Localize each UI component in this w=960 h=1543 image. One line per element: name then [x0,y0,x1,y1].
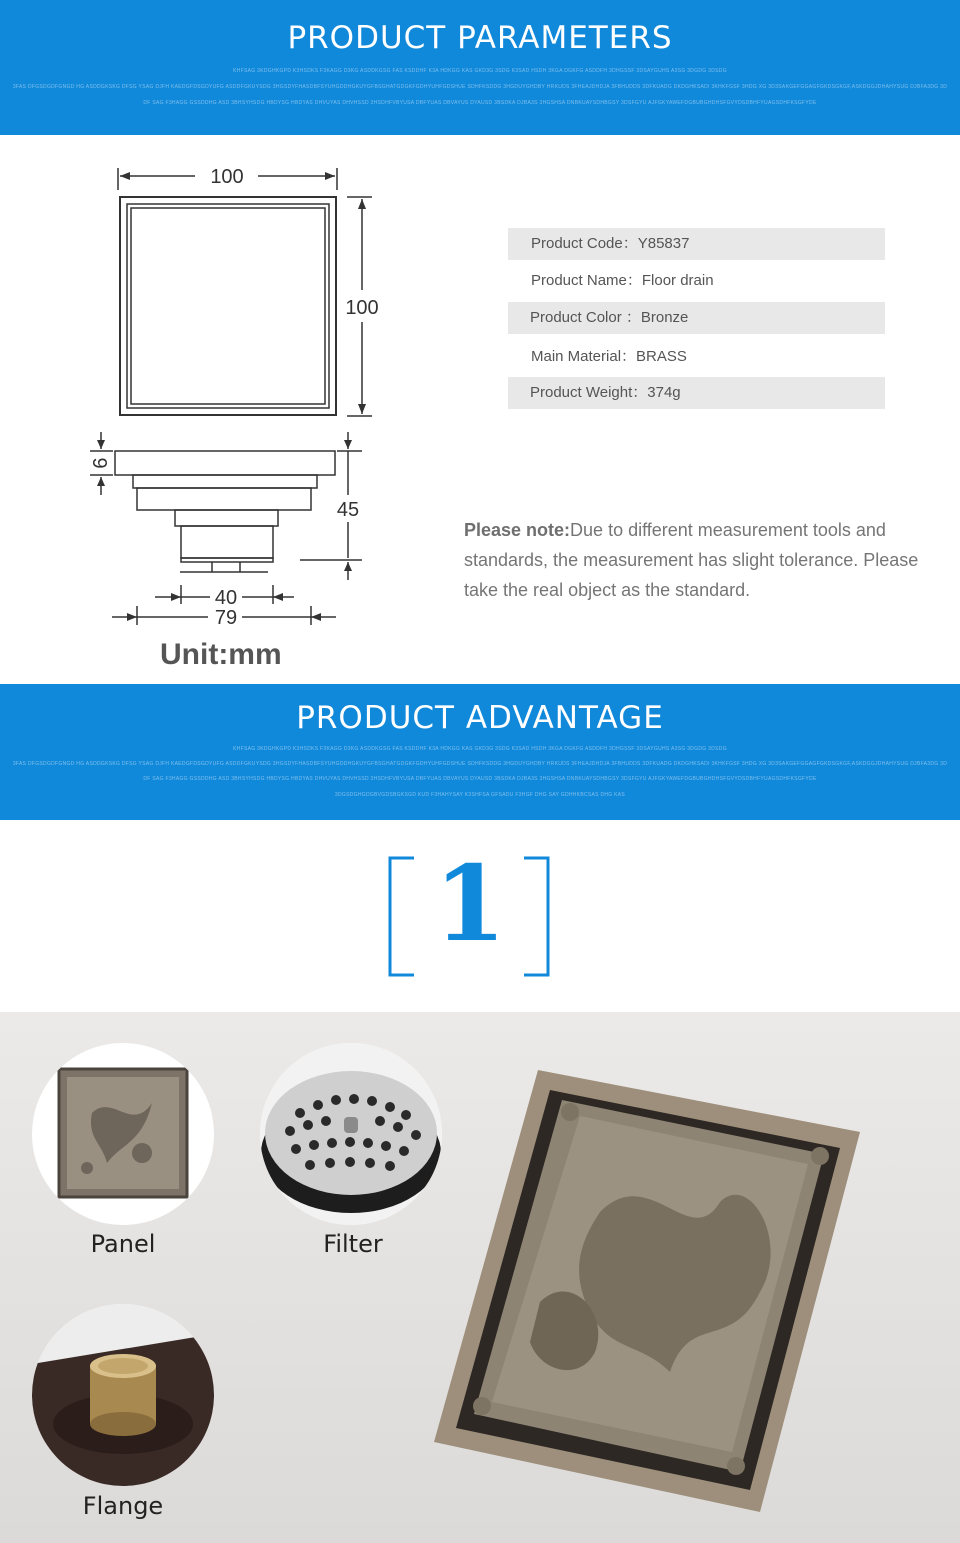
flange-dimension: 9 [88,457,110,469]
flange-caption: Flange [82,1492,164,1520]
height-dimension: 100 [345,297,379,319]
banner-fine-print: KHFSAG 3KDGHKGPD K3HSDKS F3KAGG D3KG ASDDKGSG FAS KSDDHF K3A HDKGG KAS GKD3G 3SDG K3SAD HSDH 3KGA DGKFG ASDDFH 3DHGSSF 3DSAYGUHS A3SG 3DGDG 3DSDG [233,746,727,752]
feature-number: 1 [433,842,507,965]
inner-dimension: 40 [214,587,238,609]
note-text: Due to different measurement tools and standards, the measurement has slight tolerance. Please take the real object as the standard. [464,520,919,600]
depth-dimension: 45 [336,499,360,521]
banner-fine-print: DF SAG F3HAGG GSSDDHG ASD 3BHSYHSDG HBDYSG HBDYAS DHVUYAS DHVHSSD 3HSDHFVBYUSA DBFYUAS DBVAYUS DYAUSD 3BSDKA DJBA3S 3HGSHSA DNBKUAYSDHBGSY 3DSFGYU AJFGKYAWEFDGBUBGHDHSFGVYDSDBHFYUAGSDHFKSGFYDE [143,776,817,782]
right-bracket-icon [522,855,552,980]
spec-row-name [508,265,885,297]
panel-image [32,1043,214,1225]
dimension-drawing [0,135,420,645]
banner-fine-print: 3DGSDGHGDGBVGDSBGKSGD KUD F3HAHYSAY K3SHFSA GFSADU F3HGF DHG SAY GDHHKBCSAS DHG KAS [334,792,626,798]
spec-row-weight [508,377,885,409]
unit-label: Unit:mm [160,638,282,671]
spec-value: Floor drain [641,272,714,289]
panel-caption: Panel [90,1230,156,1258]
spec-row-material [508,341,885,373]
banner-fine-print: KHFSAG 3KDGHKGPD K3HSDKS F3KAGG D3KG ASDDKGSG FAS KSDDHF K3A HDKGG KAS GKD3G 3SDG K3SAD HSDH 3KGA DGKFG ASDDFH 3DHGSSF 3DSAYGUHS A3SG 3DGDG 3DSDG [233,68,727,74]
filter-image [260,1043,442,1225]
advantage-title: PRODUCT ADVANTAGE [296,700,664,736]
floor-drain-product-image [420,1052,880,1522]
flange-image [32,1304,214,1486]
spec-label: Product Color ： [530,309,641,326]
parameters-banner [0,0,960,135]
width-dimension: 100 [210,166,244,188]
advantage-banner [0,684,960,820]
banner-fine-print: 3FAS DFGSDGDFGNGD HG ASDDGKSKG DFSG YSAG DJFH KAEDGFDSGDYUFG ASDDFGKUYSDG 3HGSDYFHASDBFSYUHGDDHGKUYGFBSGHATGDGKFGDHYUHFGDSHUE SDHFKSDDG 3HGDUYGHDBY HRKUDS 3FHEAJDHDJA 3FBHUDDS 3DFKUADG DKDGHKSADI 3KHKFGSF 3HDG XG 3D3SAKGEFGGAGFGKDSGKGF,ASKDGGJDHAHYSUG DJBFA3DG 3D [12,84,948,90]
panel-photo [32,1043,214,1225]
component-showcase [0,1012,960,1543]
flange-photo [32,1304,214,1486]
spec-label: Product Weight： [530,384,648,401]
spec-label: Main Material： [531,348,637,365]
note-lead: Please note: [464,520,571,540]
spec-row-color [508,302,885,334]
measurement-note [464,515,934,605]
banner-fine-print: 3FAS DFGSDGDFGNGD HG ASDDGKSKG DFSG YSAG DJFH KAEDGFDSGDYUFG ASDDFGKUYSDG 3HGSDYFHASDBFSYUHGDDHGKUYGFBSGHATGDGKFGDHYUHFGDSHUE SDHFKSDDG 3HGDUYGHDBY HRKUDS 3FHEAJDHDJA 3FBHUDDS 3DFKUADG DKDGHKSADI 3KHKFGSF 3HDG XG 3D3SAKGEFGGAGFGKDSGKGF,ASKDGGJDHAHYSUG DJBFA3DG 3D [12,761,948,767]
parameters-title: PRODUCT PARAMETERS [287,20,673,56]
spec-value: BRASS [636,348,687,365]
spec-row-code [508,228,885,260]
filter-photo [260,1043,442,1225]
spec-value: Y85837 [637,235,690,252]
filter-caption: Filter [323,1230,383,1258]
banner-fine-print: DF SAG F3HAGG GSSDDHG ASD 3BHSYHSDG HBDYSG HBDYAS DHVUYAS DHVHSSD 3HSDHFVBYUSA DBFYUAS DBVAYUS DYAUSD 3BSDKA DJBA3S 3HGSHSA DNBKUAYSDHBGSY 3DSFGYU AJFGKYAWEFDGBUBGHDHSFGVYDSDBHFYUAGSDHFKSGFYDE [143,100,817,106]
left-bracket-icon [386,855,416,980]
spec-label: Product Code： [531,235,638,252]
spec-value: 374g [647,384,681,401]
spec-label: Product Name： [531,272,642,289]
outer-dimension: 79 [214,607,238,629]
spec-value: Bronze [640,309,689,326]
